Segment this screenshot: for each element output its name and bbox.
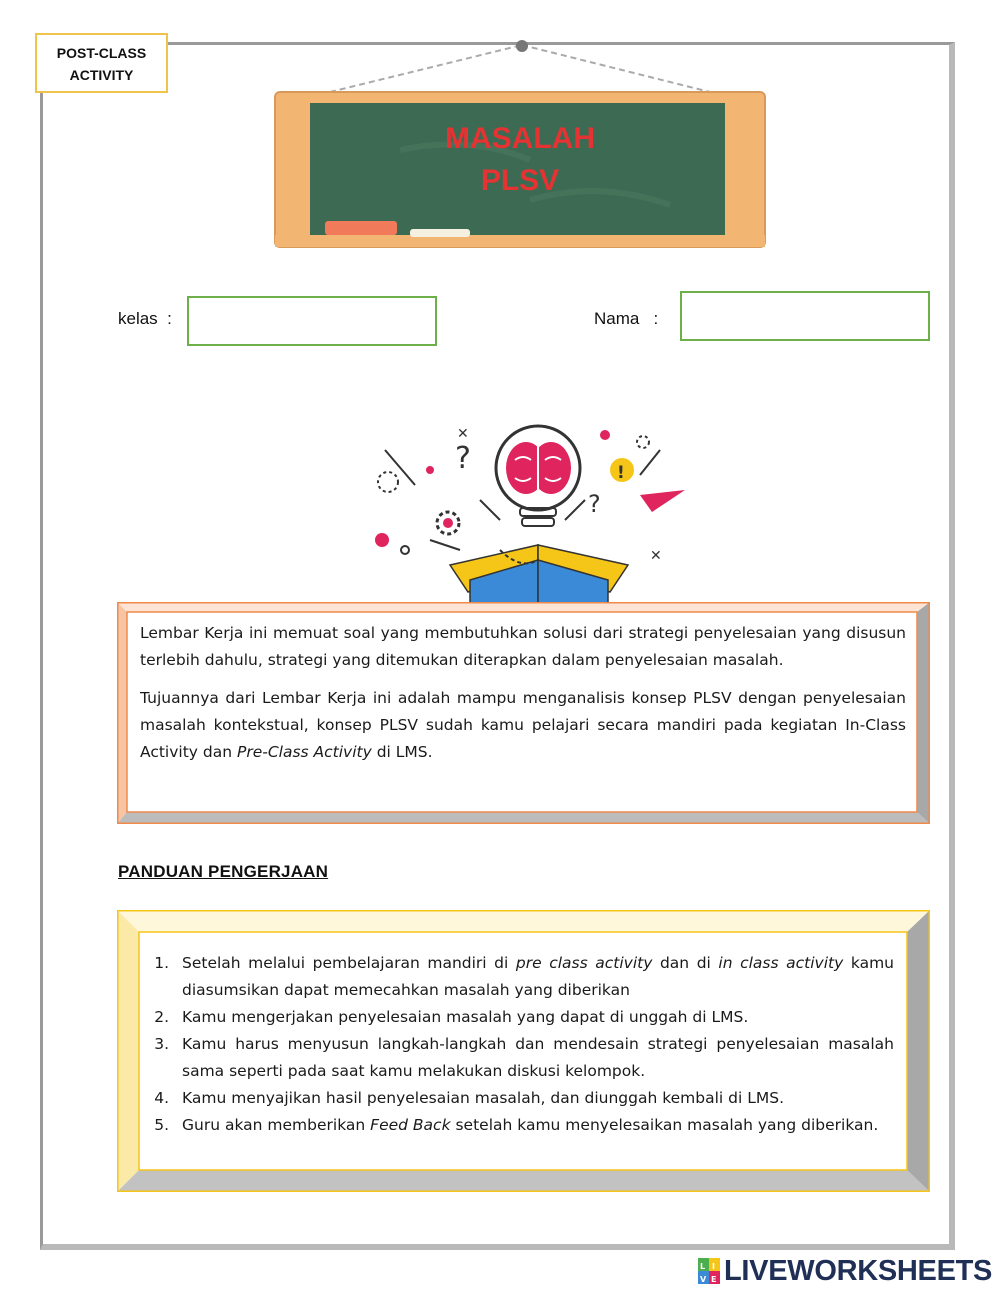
step-1-text-c: dan di — [652, 954, 719, 972]
live-badge-icon — [698, 1258, 720, 1284]
guide-heading: PANDUAN PENGERJAAN — [118, 862, 329, 881]
kelas-input[interactable] — [187, 296, 437, 346]
idea-illustration — [360, 420, 695, 605]
post-class-activity-tag — [35, 33, 168, 93]
svg-text:?: ? — [588, 490, 601, 518]
tag-line-2: ACTIVITY — [69, 67, 134, 83]
intro-paragraph-2-text: Tujuannya dari Lembar Kerja ini adalah mampu menganalisis konsep PLSV dengan penyelesaian masalah kontekstual, konsep PLSV sudah kamu pelajari secara mandiri pada kegiatan In-Class Activity dan — [140, 689, 906, 761]
chalkboard — [270, 40, 770, 255]
guide-step-1 — [174, 950, 894, 1004]
intro-box — [117, 602, 930, 824]
step-5-italic-b: Feed Back — [370, 1116, 451, 1134]
svg-text:!: ! — [617, 463, 625, 483]
svg-text:L: L — [700, 1262, 706, 1271]
guide-step-5 — [174, 1112, 894, 1139]
kelas-label: kelas : — [118, 309, 172, 328]
step-1-italic-d: in class activity — [718, 954, 844, 972]
svg-text:E: E — [711, 1275, 717, 1284]
intro-paragraph-2 — [140, 685, 906, 766]
intro-paragraph-2-italic: Pre-Class Activity — [236, 743, 372, 761]
tag-line-1: POST-CLASS — [56, 45, 147, 61]
nama-label: Nama : — [594, 309, 659, 328]
title-line-2: PLSV — [480, 164, 560, 197]
worksheet-title — [270, 118, 770, 202]
step-5-text-c: setelah kamu menyelesaikan masalah yang diberikan. — [450, 1116, 879, 1134]
step-1-italic-b: pre class activity — [515, 954, 653, 972]
liveworksheets-logo — [698, 1254, 992, 1288]
step-1-text-a: Setelah melalui pembelajaran mandiri di — [182, 954, 516, 972]
svg-text:✕: ✕ — [457, 426, 469, 442]
guide-step-2: 2. Kamu mengerjakan penyelesaian masalah yang dapat di unggah di LMS. — [174, 1004, 894, 1031]
logo-text: LIVEWORKSHEETS — [724, 1254, 993, 1287]
guide-steps — [150, 950, 894, 1139]
title-line-1: MASALAH — [445, 122, 595, 155]
step-5-text-a: Guru akan memberikan — [182, 1116, 371, 1134]
brain-lightbulb-icon — [360, 420, 695, 605]
guide-box — [117, 910, 930, 1192]
svg-text:?: ? — [455, 441, 471, 476]
intro-text — [140, 620, 906, 777]
intro-paragraph-1: Lembar Kerja ini memuat soal yang membutuhkan solusi dari strategi penyelesaian yang disusun terlebih dahulu, strategi yang ditemukan diterapkan dalam penyelesaian masalah. — [140, 624, 906, 669]
guide-step-3: 3. Kamu harus menyusun langkah-langkah dan mendesain strategi penyelesaian masalah sama seperti pada saat kamu melakukan diskusi kelompok. — [174, 1031, 894, 1085]
svg-text:I: I — [712, 1262, 715, 1271]
guide-text — [150, 950, 894, 1139]
nama-input[interactable] — [680, 291, 930, 341]
svg-text:✕: ✕ — [650, 548, 662, 564]
intro-paragraph-2-end: di LMS. — [371, 743, 433, 761]
guide-step-4: 4. Kamu menyajikan hasil penyelesaian masalah, dan diunggah kembali di LMS. — [174, 1085, 894, 1112]
step-1-text-e: kamu diasumsikan dapat memecahkan masalah yang diberikan — [182, 954, 894, 999]
svg-text:V: V — [700, 1275, 707, 1284]
